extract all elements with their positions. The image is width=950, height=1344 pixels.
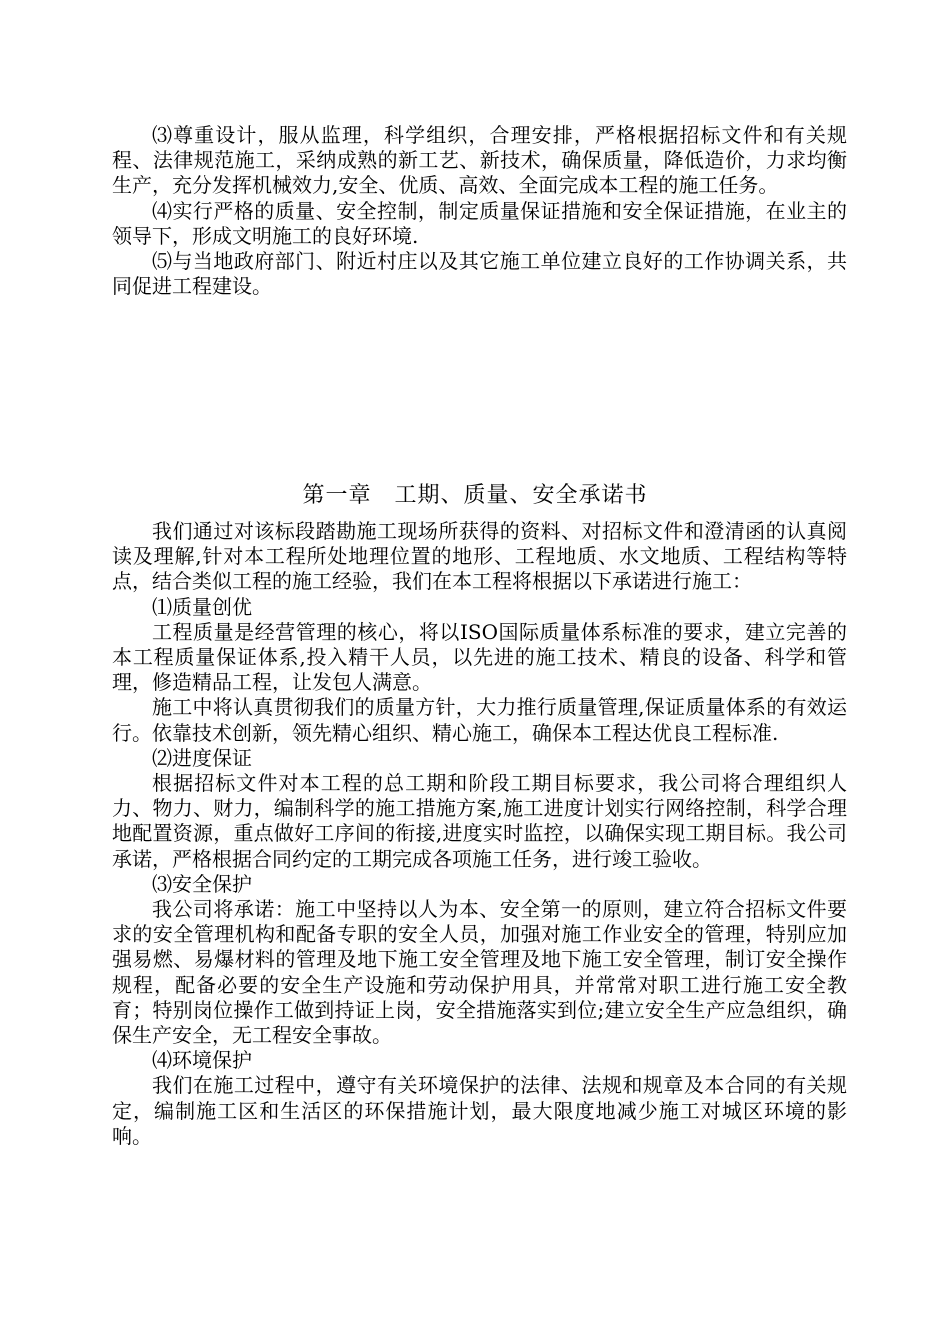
paragraph: 施工中将认真贯彻我们的质量方针，大力推行质量管理,保证质量体系的有效运行。依靠技术创新，领先精心组织、精心施工，确保本工程达优良工程标准. [112, 695, 847, 745]
section-heading-safety: ⑶安全保护 [152, 871, 252, 896]
section-heading-quality: ⑴质量创优 [152, 594, 252, 619]
paragraph: ⑶尊重设计，服从监理，科学组织，合理安排，严格根据招标文件和有关规程、法律规范施工，采纳成熟的新工艺、新技术，确保质量，降低造价，力求均衡生产，充分发挥机械效力,安全、优质、高效、全面完成本工程的施工任务。 [112, 123, 847, 198]
paragraph: ⑷实行严格的质量、安全控制，制定质量保证措施和安全保证措施，在业主的领导下，形成文明施工的良好环境. [112, 198, 847, 248]
paragraph: 我们在施工过程中，遵守有关环境保护的法律、法规和规章及本合同的有关规定，编制施工区和生活区的环保措施计划，最大限度地减少施工对城区环境的影响。 [112, 1073, 847, 1148]
section-heading-schedule: ⑵进度保证 [152, 745, 252, 770]
paragraph: 工程质量是经营管理的核心，将以ISO国际质量体系标准的要求，建立完善的本工程质量保证体系,投入精干人员，以先进的施工技术、精良的设备、科学和管理，修造精品工程，让发包人满意。 [112, 619, 847, 695]
section-heading-environment: ⑷环境保护 [152, 1048, 252, 1073]
paragraph: 根据招标文件对本工程的总工期和阶段工期目标要求，我公司将合理组织人力、物力、财力，编制科学的施工措施方案,施工进度计划实行网络控制，科学合理地配置资源，重点做好工序间的衔接,进度实时监控，以确保实现工期目标。我公司承诺，严格根据合同约定的工期完成各项施工任务，进行竣工验收。 [112, 771, 847, 871]
chapter-title: 第一章 工期、质量、安全承诺书 [302, 483, 648, 508]
chapter-body [112, 519, 847, 1149]
paragraph: ⑸与当地政府部门、附近村庄以及其它施工单位建立良好的工作协调关系，共同促进工程建设。 [112, 249, 847, 299]
continued-text-block [112, 123, 847, 299]
paragraph: 我公司将承诺：施工中坚持以人为本、安全第一的原则，建立符合招标文件要求的安全管理机构和配备专职的安全人员，加强对施工作业安全的管理，特别应加强易燃、易爆材料的管理及地下施工安全管理及地下施工安全管理，制订安全操作规程，配备必要的安全生产设施和劳动保护用具，并常常对职工进行施工安全教育；特别岗位操作工做到持证上岗，安全措施落实到位;建立安全生产应急组织，确保生产安全，无工程安全事故。 [112, 897, 847, 1048]
intro-paragraph: 我们通过对该标段踏勘施工现场所获得的资料、对招标文件和澄清函的认真阅读及理解,针对本工程所处地理位置的地形、工程地质、水文地质、工程结构等特点，结合类似工程的施工经验，我们在本工程将根据以下承诺进行施工： [112, 519, 847, 594]
